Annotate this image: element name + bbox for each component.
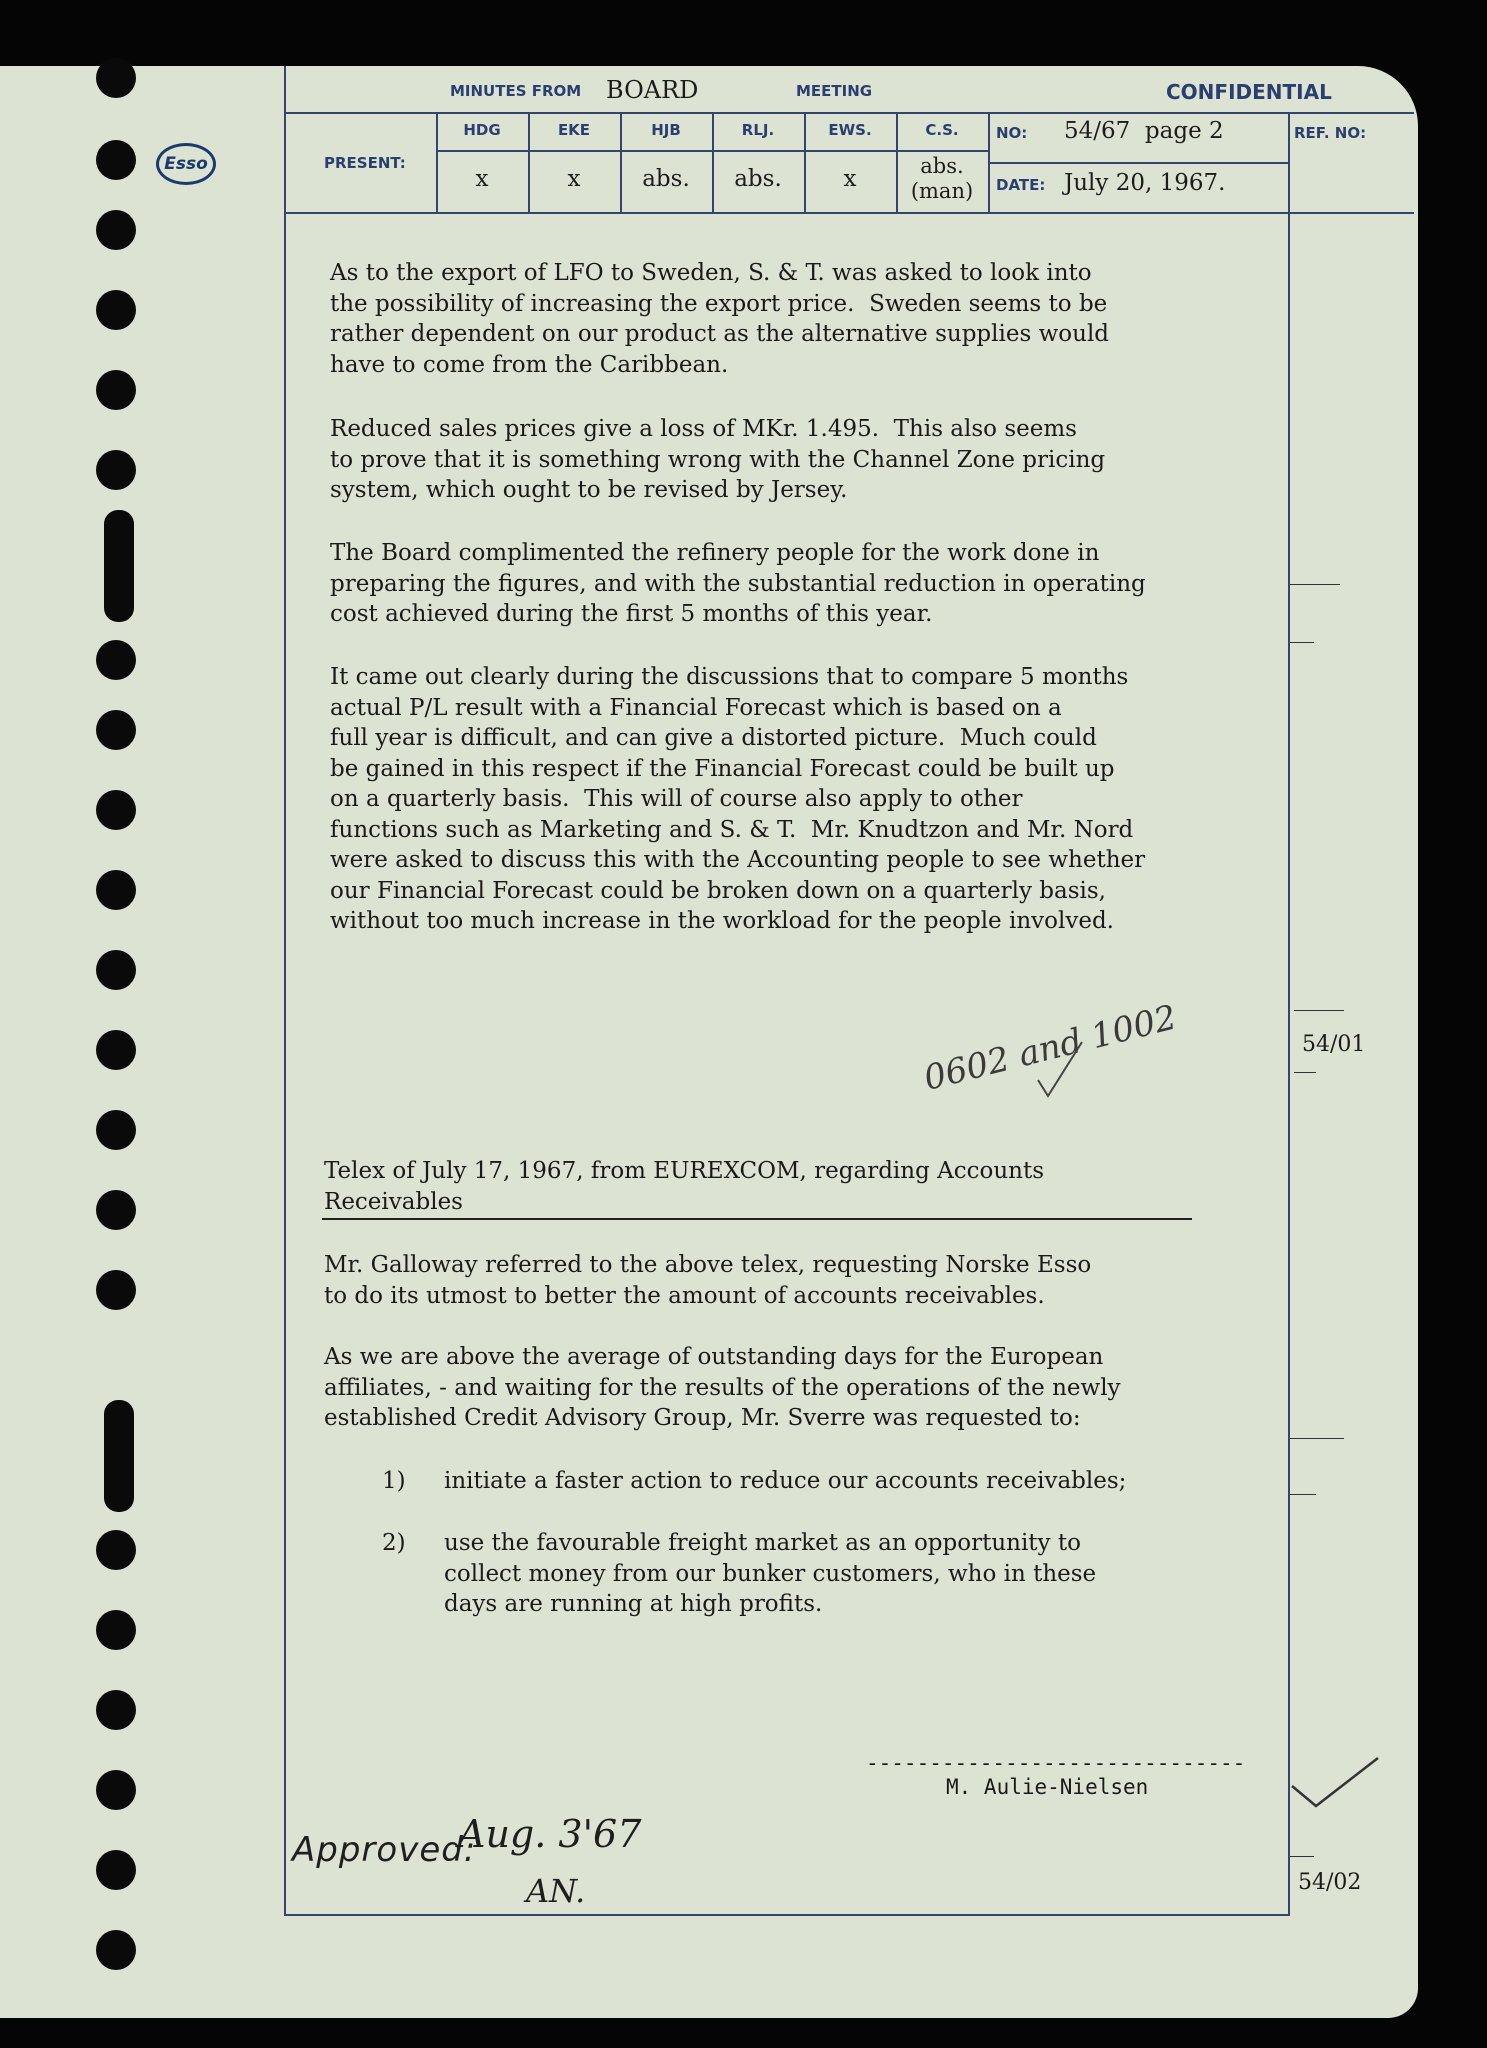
attendance-mark: x <box>475 166 489 192</box>
binder-holes <box>96 0 156 2048</box>
no-label: NO: <box>996 124 1028 142</box>
minutes-from-label: MINUTES FROM <box>450 82 582 100</box>
date-label: DATE: <box>996 176 1046 194</box>
list-number: 1) <box>382 1468 406 1494</box>
confidential-label: CONFIDENTIAL <box>1166 80 1332 104</box>
checkmark-icon <box>1290 1756 1380 1816</box>
approval-date: Aug. 3'67 <box>458 1812 642 1856</box>
paragraph-refinery: The Board complimented the refinery people for the work done in preparing the figures, and with the substantial reduction in operating cost achieved during the first 5 months of this year. <box>330 540 1146 627</box>
list-item-text: use the favourable freight market as an opportunity to collect money from our bunker customers, who in these days are running at high profits. <box>444 1530 1097 1617</box>
paragraph-lfo-export: As to the export of LFO to Sweden, S. & T. was asked to look into the possibility of increasing the export price. Sweden seems to be rather dependent on our product as the alternative supplies would have to come from the Caribbean. <box>330 260 1110 378</box>
ref-number-54-01: 54/01 <box>1302 1032 1366 1057</box>
attendance-mark: abs. (man) <box>910 154 974 203</box>
attendance-mark: abs. <box>642 166 690 192</box>
meeting-date: July 20, 1967. <box>1064 170 1226 196</box>
paragraph-galloway: Mr. Galloway referred to the above telex, requesting Norske Esso to do its utmost to better the amount of accounts receivables. <box>324 1252 1092 1309</box>
list-item-text: initiate a faster action to reduce our accounts receivables; <box>444 1468 1127 1494</box>
paragraph-average-days: As we are above the average of outstanding days for the European affiliates, - and waiting for the results of the operations of the newly established Credit Advisory Group, Mr. Sverre was requested to: <box>324 1344 1121 1431</box>
meeting-label: MEETING <box>796 82 873 100</box>
attendee-initials: EKE <box>557 121 591 139</box>
body-name: BOARD <box>606 76 699 104</box>
present-label: PRESENT: <box>324 154 406 172</box>
attendee-initials: EWS. <box>828 121 872 139</box>
attendee-initials: C.S. <box>925 121 959 139</box>
minute-number: 54/67 page 2 <box>1064 118 1224 144</box>
attendance-mark: abs. <box>734 166 782 192</box>
esso-logo: Esso <box>156 143 216 185</box>
approval-initials: AN. <box>526 1872 586 1910</box>
attendee-initials: RLJ. <box>741 121 775 139</box>
bottom-rule <box>284 1914 1290 1916</box>
header-rule-bottom <box>284 212 1414 214</box>
list-number: 2) <box>382 1530 406 1556</box>
heading-underline <box>322 1218 1192 1220</box>
ref-number-54-02: 54/02 <box>1298 1870 1362 1895</box>
ref-no-label: REF. NO: <box>1294 124 1367 142</box>
attendance-mark: x <box>567 166 581 192</box>
attendance-mark: x <box>843 166 857 192</box>
attendee-initials: HDG <box>463 121 501 139</box>
ref-column-line <box>1288 112 1290 1916</box>
left-margin-line <box>284 66 286 1916</box>
attendee-initials: HJB <box>651 121 681 139</box>
section-heading-telex: Telex of July 17, 1967, from EUREXCOM, regarding Accounts Receivables <box>324 1158 1045 1215</box>
checkmark-icon <box>1036 1040 1086 1100</box>
signature-name: M. Aulie-Nielsen <box>946 1775 1149 1799</box>
paragraph-forecast: It came out clearly during the discussions that to compare 5 months actual P/L result with a Financial Forecast which is based on a full year is difficult, and can give a distorted picture. Much could be gained in this respect if the Financial Forecast could be built up on a quarterly basis. This will of course also apply to other functions such as Marketing and S. & T. Mr. Knudtzon and Mr. Nord were asked to discuss this with the Accounting people to see whether our Financial Forecast could be broken down on a quarterly basis, without too much increase in the workload for the people involved. <box>330 664 1146 934</box>
paragraph-sales-prices: Reduced sales prices give a loss of MKr. 1.495. This also seems to prove that it is something wrong with the Channel Zone pricing system, which ought to be revised by Jersey. <box>330 416 1106 503</box>
header-rule-top <box>284 112 1414 114</box>
handwritten-note: 0602 and 1002 <box>920 997 1181 1099</box>
approved-label: Approved: <box>292 1830 477 1870</box>
signature-line: ------------------------------ <box>866 1751 1246 1775</box>
